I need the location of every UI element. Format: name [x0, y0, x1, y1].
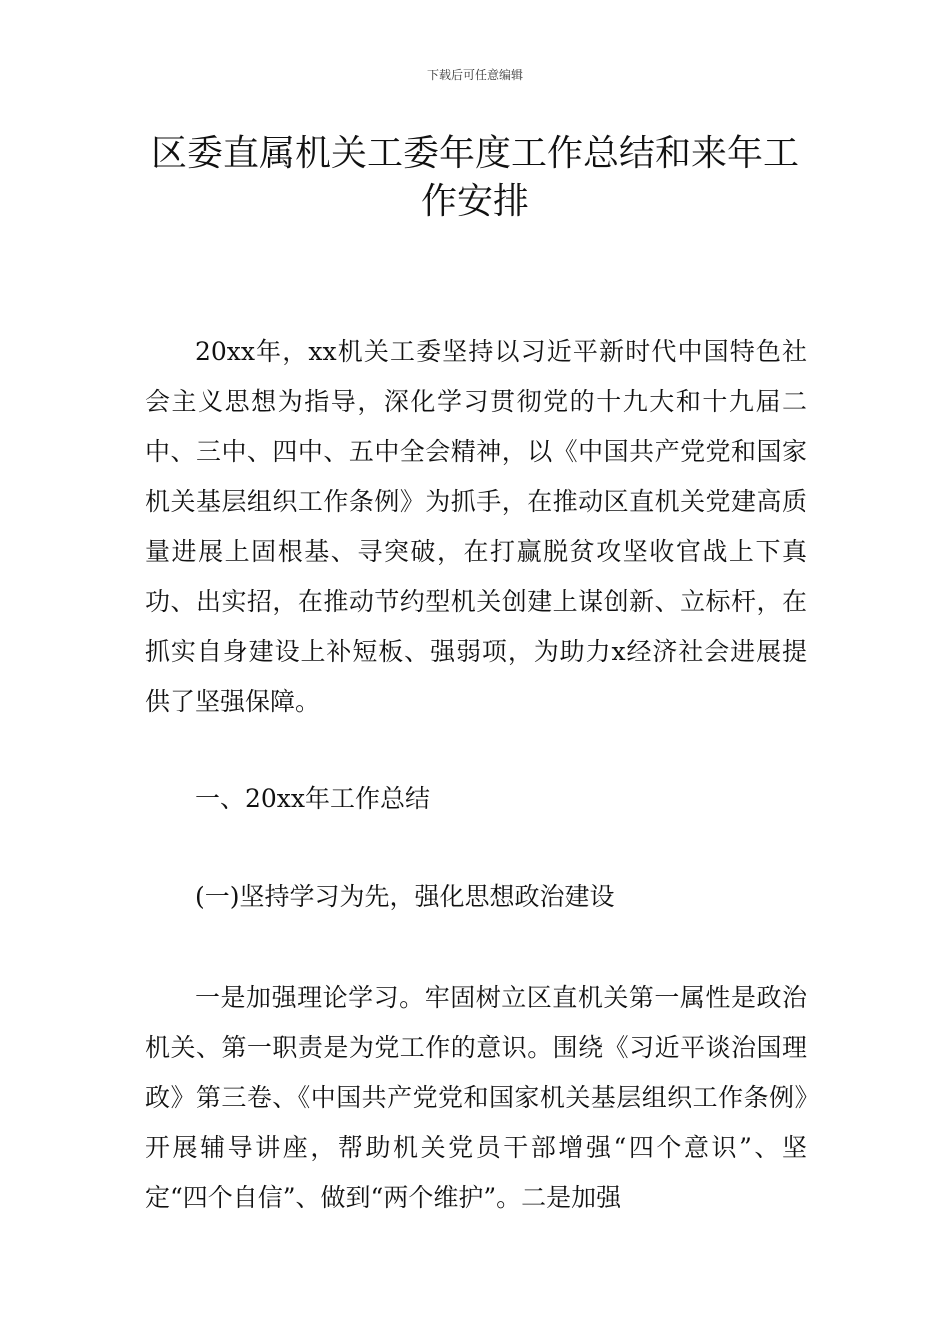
header-note: 下载后可任意编辑 — [426, 68, 523, 82]
section-heading: 一、20xx年工作总结 — [195, 784, 431, 813]
subsection-heading: (一)坚持学习为先，强化思想政治建设 — [195, 882, 615, 911]
intro-paragraph: 20xx年，xx机关工委坚持以习近平新时代中国特色社会主义思想为指导，深化学习贯彻党的十九大和十九届二中、三中、四中、五中全会精神，以《中国共产党党和国家机关基层组织工作条例》为抓手，在推动区直机关党建高质量进展上固根基、寻突破，在打赢脱贫攻坚收官战上下真功、出实招，在推动节约型机关创建上谋创新、立标杆，在抓实自身建设上补短板、强弱项，为助力x经济社会进展提供了坚强保障。 — [145, 337, 807, 716]
document-title: 区委直属机关工委年度工作总结和来年工作安排 — [150, 133, 799, 222]
body-paragraph: 一是加强理论学习。牢固树立区直机关第一属性是政治机关、第一职责是为党工作的意识。围绕《习近平谈治国理政》第三卷、《中国共产党党和国家机关基层组织工作条例》开展辅导讲座，帮助机关党员干部增强“四个意识”、坚定“四个自信”、做到“两个维护”。二是加强 — [145, 983, 807, 1212]
